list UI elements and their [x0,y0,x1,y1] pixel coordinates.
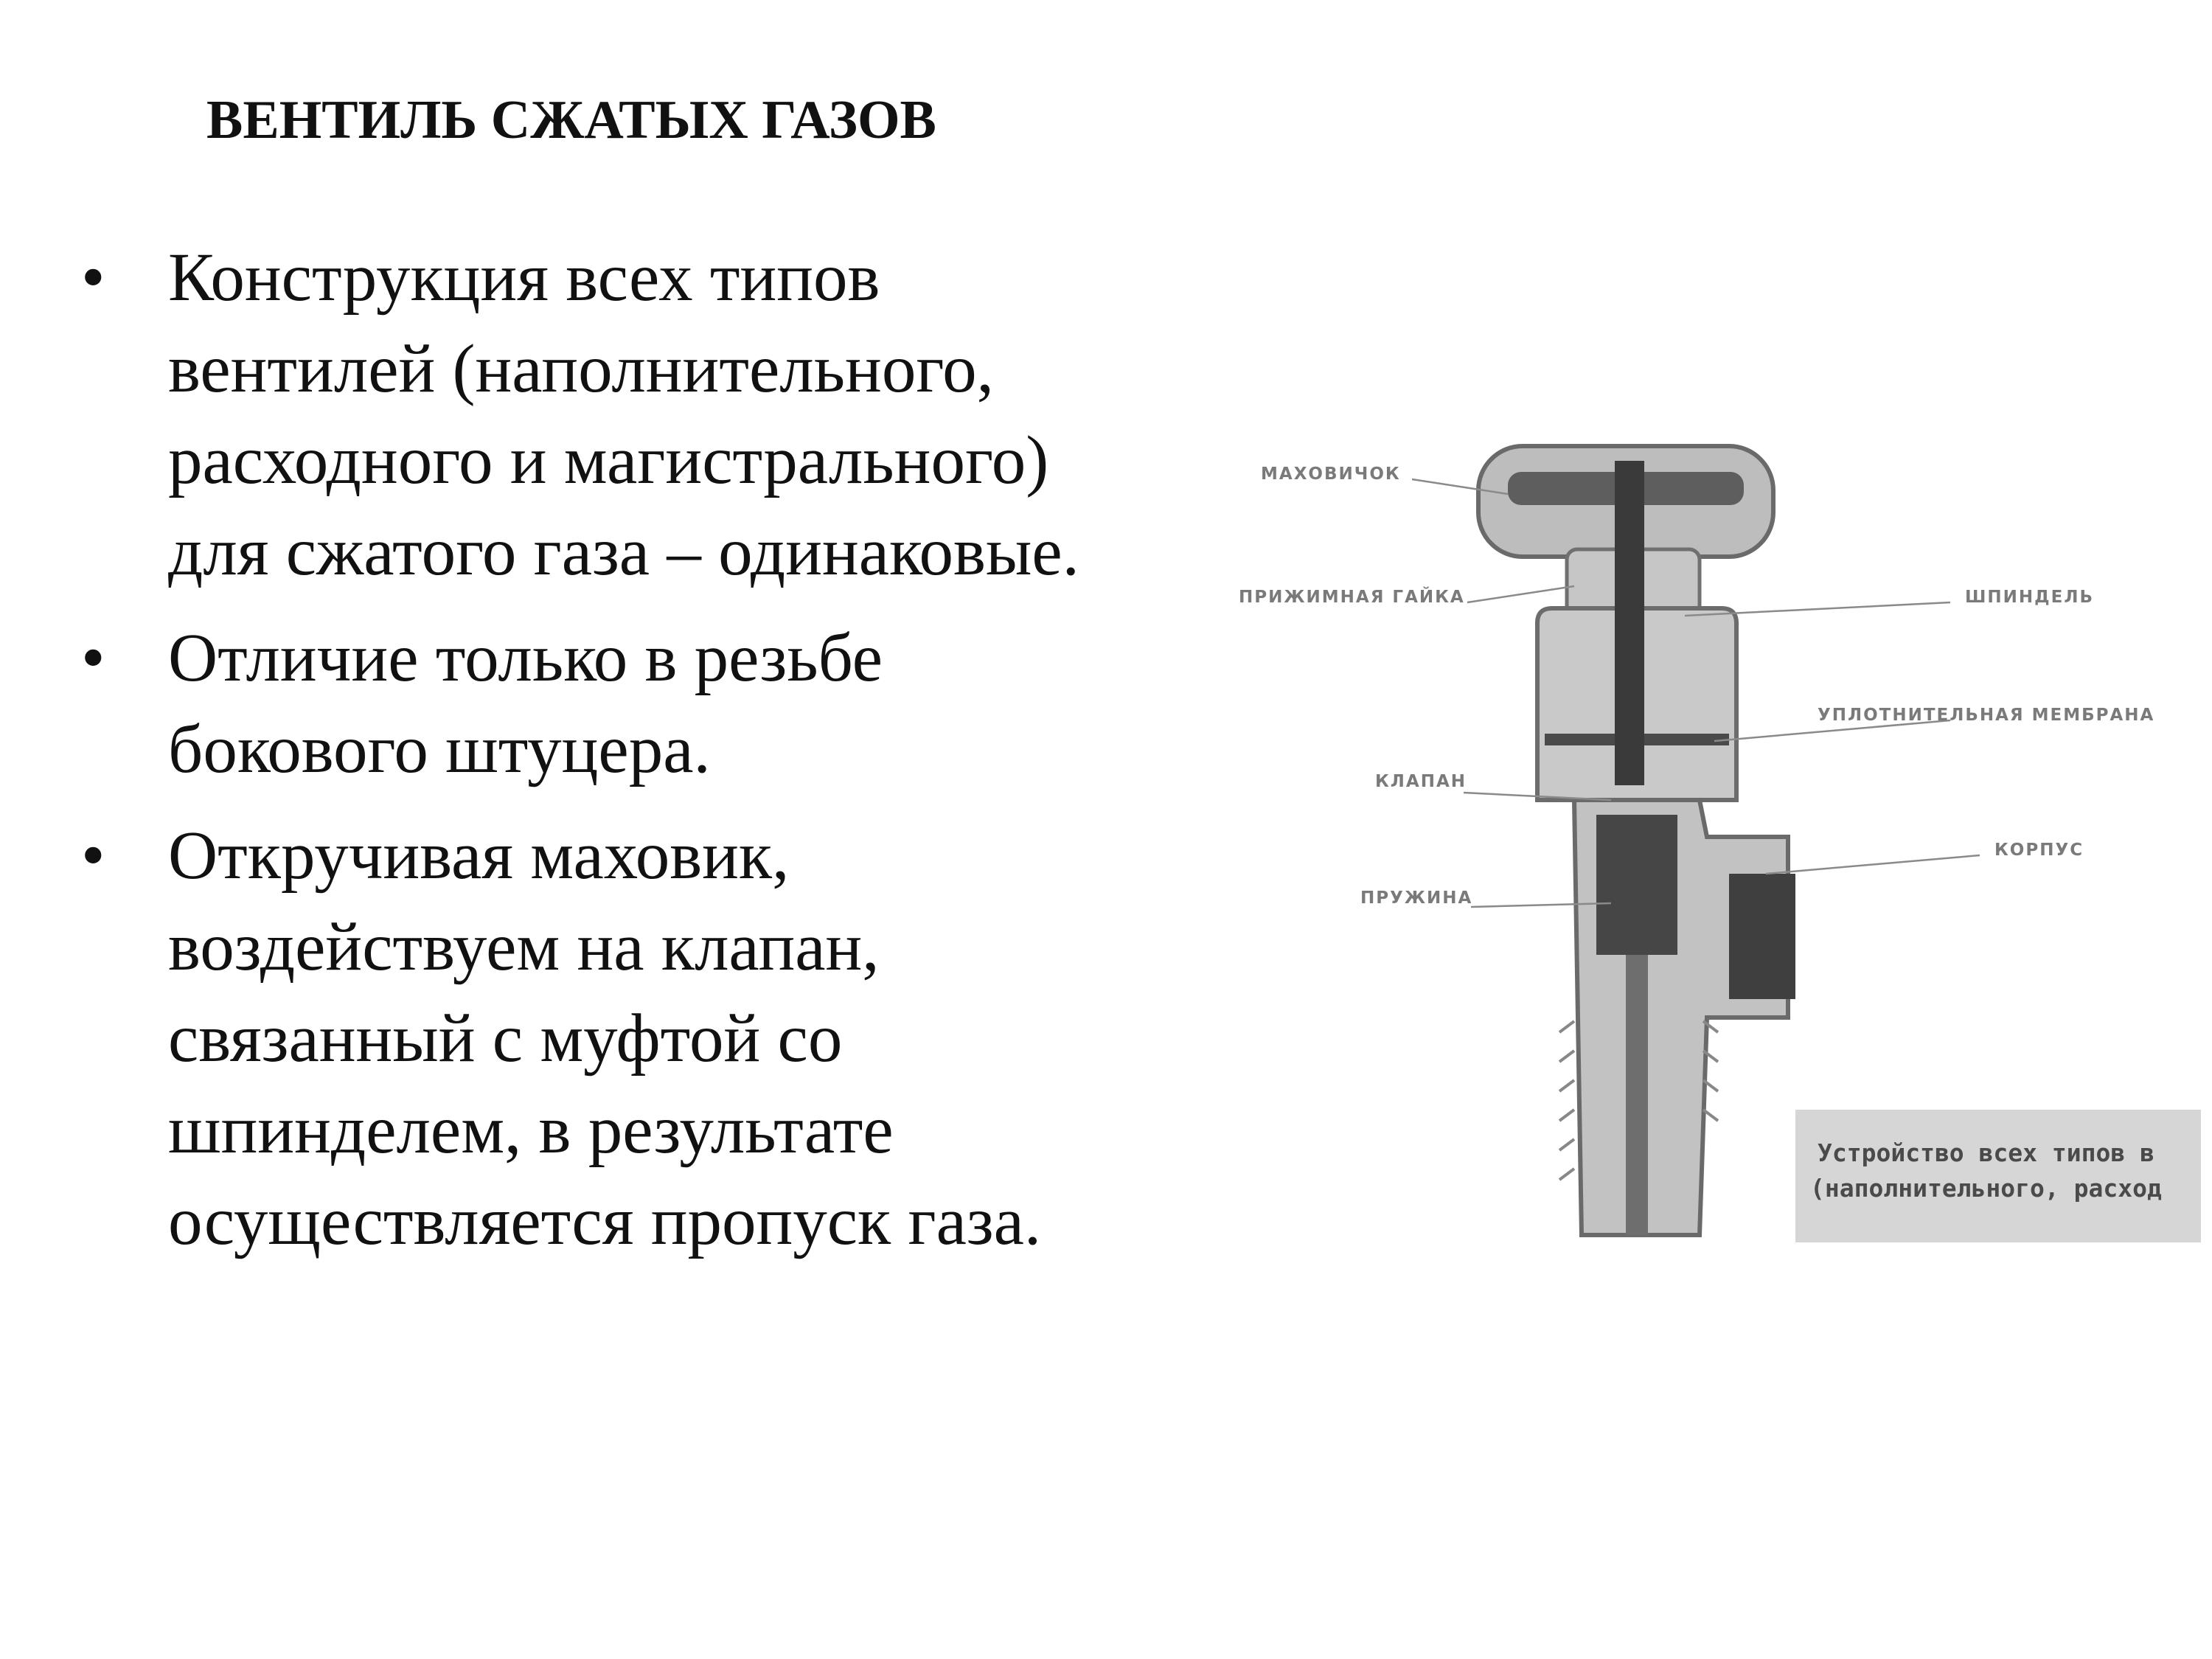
label-handwheel: МАХОВИЧОК [1261,465,1401,484]
bullet-line: Откручивая маховик, [168,818,790,894]
bullet-icon: • [81,818,105,894]
valve-diagram [1228,402,2201,1242]
bullet-line: осуществляется пропуск газа. [168,1183,1042,1259]
spindle-shape [1615,461,1644,785]
bullet-item [81,810,1187,1267]
label-gland-nut: ПРИЖИМНАЯ ГАЙКА [1239,588,1465,607]
channel-shape [1626,955,1648,1235]
slide-title: ВЕНТИЛЬ СЖАТЫХ ГАЗОВ [206,90,936,150]
bullet-line: Конструкция всех типов [168,240,880,316]
label-membrane: УПЛОТНИТЕЛЬНАЯ МЕМБРАНА [1818,706,2155,725]
caption-line-2: (наполнительного, расход [1810,1174,2162,1203]
valve-cross-section [1228,402,2201,1242]
bullet-icon: • [81,240,105,316]
bullet-line: для сжатого газа – одинаковые. [168,514,1079,590]
bullet-line: Отличие только в резьбе [168,620,883,696]
bullet-item [81,613,1187,796]
bullet-line: бокового штуцера. [168,712,711,787]
bullet-line: связанный с муфтой со [168,1001,843,1077]
label-spring: ПРУЖИНА [1360,888,1473,908]
bullet-line: воздействуем на клапан, [168,909,880,985]
bullet-list [81,232,1187,1282]
side-fitting-shape [1729,874,1795,999]
bullet-line: шпинделем, в результате [168,1092,894,1168]
bullet-item [81,232,1187,598]
bullet-icon: • [81,620,105,696]
bullet-line: вентилей (наполнительного, [168,331,994,407]
bullet-line: расходного и магистрального) [168,422,1049,498]
label-spindle: ШПИНДЕЛЬ [1965,588,2094,607]
label-valve: КЛАПАН [1375,772,1467,791]
valve-block-shape [1596,815,1677,955]
label-body: КОРПУС [1994,841,2084,860]
caption-line-1: Устройство всех типов в [1818,1138,2154,1167]
